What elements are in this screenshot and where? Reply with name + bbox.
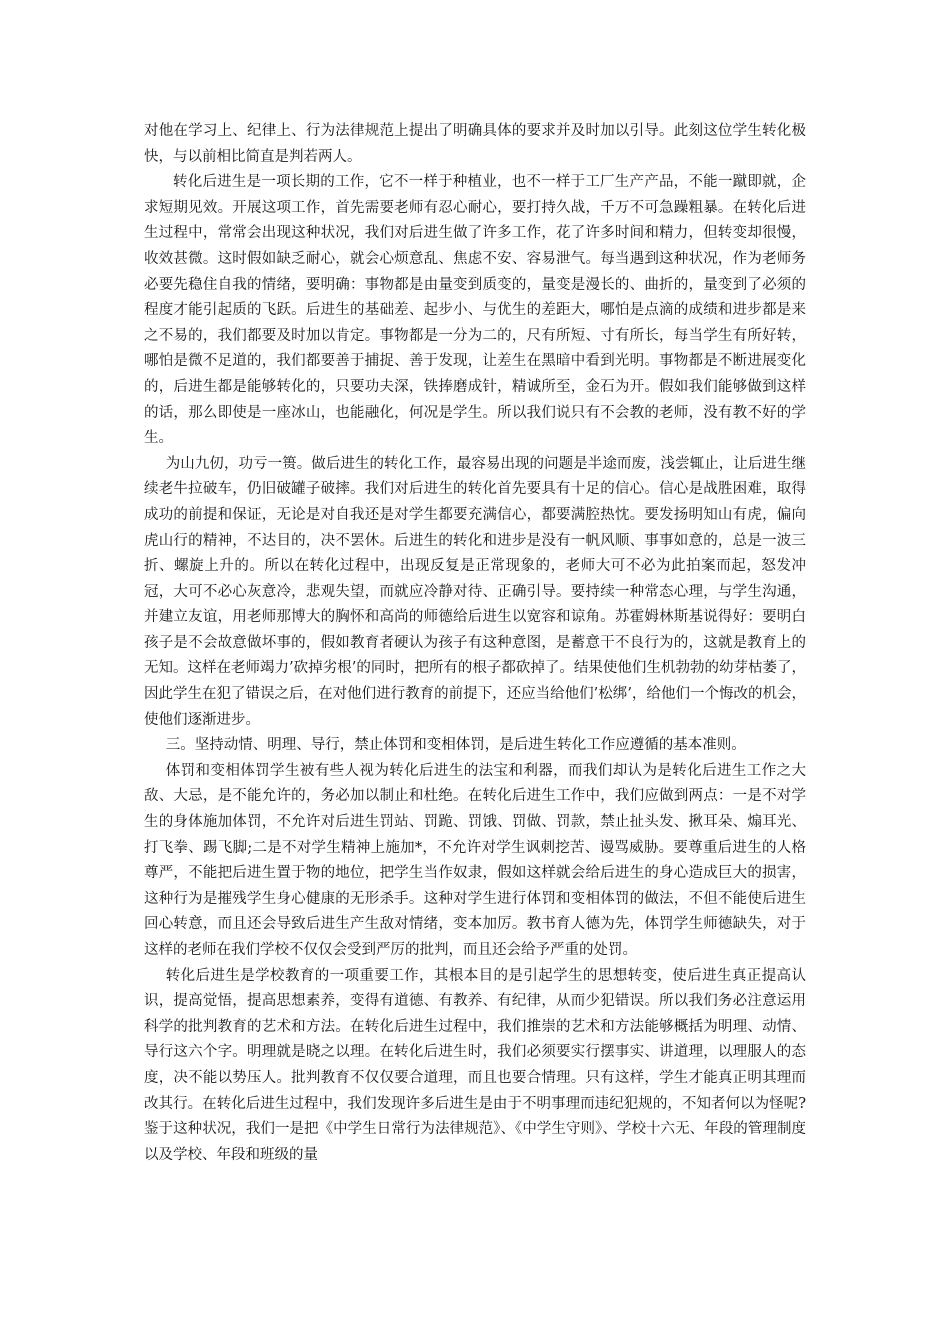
section-heading-3: 三。坚持动情、明理、导行，禁止体罚和变相体罚，是后进生转化工作应遵循的基本准则。 <box>165 737 746 754</box>
paragraph-3: 为山九仞，功亏一篑。做后进生的转化工作，最容易出现的问题是半途而废，浅尝辄止，让后进生继续老牛拉破车，仍旧破罐子破摔。我们对后进生的转化首先要具有十足的信心。信心是战胜困难，取得成功的前提和保证，无论是对自我还是对学生都要充满信心，都要满腔热忱。要发扬明知山有虎，偏向虎山行的精神，不达目的，决不罢休。后进生的转化和进步是没有一帆风顺、事事如意的，总是一波三折、螺旋上升的。所以在转化过程中，出现反复是正常现象的，老师大可不必为此拍案而起，怒发冲冠，大可不必心灰意冷，悲观失望，而就应冷静对待、正确引导。要持续一种常态心理，与学生沟通，并建立友谊，用老师那博大的胸怀和高尚的师德给后进生以宽容和谅角。苏霍姆林斯基说得好：要明白孩子是不会故意做坏事的，假如教育者硬认为孩子有这种意图，是蓄意干不良行为的，这就是教育上的无知。这样在老师竭力’砍掉劣根’的同时，把所有的根子都砍掉了。结果使他们生机勃勃的幼芽枯萎了，因此学生在犯了错误之后，在对他们进行教育的前提下，还应当给他们’松绑’，给他们一个悔改的机会，使他们逐渐进步。 <box>144 455 806 728</box>
paragraph-4: 体罚和变相体罚学生被有些人视为转化后进生的法宝和利器，而我们却认为是转化后进生工作之大敌、大忌，是不能允许的，务必加以制止和杜绝。在转化后进生工作中，我们应做到两点：一是不对学生的身体施加体罚，不允许对后进生罚站、罚跪、罚饿、罚做、罚款，禁止扯头发、揪耳朵、煽耳光、打飞拳、踢飞脚;二是不对学生精神上施加*，不允许对学生讽刺挖苦、谩骂威胁。要尊重后进生的人格尊严，不能把后进生置于物的地位，把学生当作奴隶，假如这样就会给后进生的身心造成巨大的损害，这种行为是摧残学生身心健康的无形杀手。这种对学生进行体罚和变相体罚的做法，不但不能使后进生回心转意，而且还会导致后进生产生敌对情绪，变本加厉。教书育人德为先，体罚学生师德缺失，对于这样的老师在我们学校不仅仅会受到严厉的批判，而且还会给予严重的处罚。 <box>144 762 806 958</box>
paragraph-5: 转化后进生是学校教育的一项重要工作，其根本目的是引起学生的思想转变，使后进生真正提高认识，提高觉悟，提高思想素养，变得有道德、有教养、有纪律，从而少犯错误。所以我们务必注意运用科学的批判教育的艺术和方法。在转化后进生过程中，我们推崇的艺术和方法能够概括为明理、动情、导行这六个字。明理就是晓之以理。在转化后进生时，我们必须要实行摆事实、讲道理，以理服人的态度，决不能以势压人。批判教育不仅仅要合道理，而且也要合情理。只有这样，学生才能真正明其理而改其行。在转化后进生过程中，我们发现许多后进生是由于不明事理而违纪犯规的，不知者何以为怪呢?鉴于这种状况，我们一是把《中学生日常行为法律规范》、《中学生守则》、学校十六无、年段的管理制度以及学校、年段和班级的量 <box>144 967 806 1163</box>
paragraph-1: 对他在学习上、纪律上、行为法律规范上提出了明确具体的要求并及时加以引导。此刻这位学生转化极快，与以前相比简直是判若两人。 <box>144 123 806 165</box>
paragraph-2: 转化后进生是一项长期的工作，它不一样于种植业，也不一样于工厂生产产品，不能一蹴即就，企求短期见效。开展这项工作，首先需要老师有忍心耐心，要打持久战，千万不可急躁粗暴。在转化后进生过程中，常常会出现这种状况，我们对后进生做了许多工作，花了许多时间和精力，但转变却很慢，收效甚微。这时假如缺乏耐心，就会心烦意乱、焦虑不安、容易泄气。每当遇到这种状况，作为老师务必要先稳住自我的情绪，要明确：事物都是由量变到质变的，量变是漫长的、曲折的，量变到了必须的程度才能引起质的飞跃。后进生的基础差、起步小、与优生的差距大，哪怕是点滴的成绩和进步都是来之不易的，我们都要及时加以肯定。事物都是一分为二的，尺有所短、寸有所长，每当学生有所好转，哪怕是微不足道的，我们都要善于捕捉、善于发现，让差生在黑暗中看到光明。事物都是不断进展变化的，后进生都是能够转化的，只要功夫深，铁捧磨成针，精诚所至，金石为开。假如我们能够做到这样的话，那么即使是一座冰山，也能融化，何况是学生。所以我们说只有不会教的老师，没有教不好的学生。 <box>144 174 806 447</box>
document-page <box>144 119 806 1168</box>
